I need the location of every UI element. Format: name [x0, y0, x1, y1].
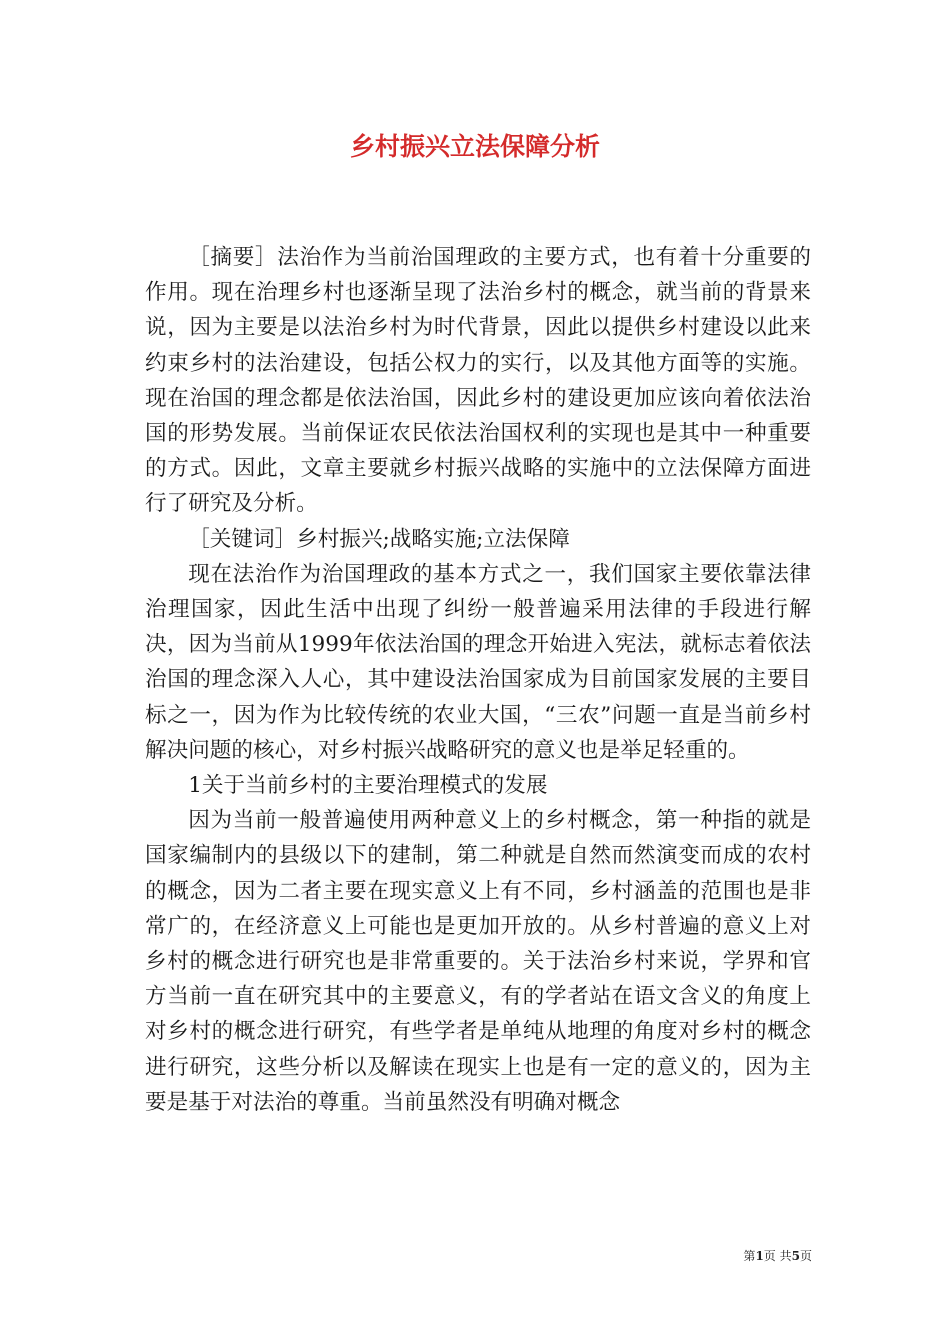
- total-page-count: 5: [791, 1249, 800, 1263]
- body-paragraph: 现在法治作为治国理政的基本方式之一，我们国家主要依靠法律治理国家，因此生活中出现了纠纷一般普遍采用法律的手段进行解决，因为当前从1999年依法治国的理念开始进入宪法，就标志着依法治国的理念深入人心，其中建设法治国家成为目前国家发展的主要目标之一，因为作为比较传统的农业大国，“三农”问题一直是当前乡村解决问题的核心，对乡村振兴战略研究的意义也是举足轻重的。: [145, 561, 811, 763]
- page-number-footer: [702, 1248, 812, 1264]
- footer-prefix: 第: [743, 1249, 756, 1263]
- current-page-number: 1: [755, 1249, 764, 1263]
- abstract-paragraph: ［摘要］法治作为当前治国理政的主要方式，也有着十分重要的作用。现在治理乡村也逐渐呈现了法治乡村的概念，就当前的背景来说，因为主要是以法治乡村为时代背景，因此以提供乡村建设以此来约束乡村的法治建设，包括公权力的实行，以及其他方面等的实施。现在治国的理念都是依法治国，因此乡村的建设更加应该向着依法治国的形势发展。当前保证农民依法治国权利的实现也是其中一种重要的方式。因此，文章主要就乡村振兴战略的实施中的立法保障方面进行了研究及分析。: [145, 245, 811, 517]
- body-paragraph: 因为当前一般普遍使用两种意义上的乡村概念，第一种指的就是国家编制内的县级以下的建制，第二种就是自然而然演变而成的农村的概念，因为二者主要在现实意义上有不同，乡村涵盖的范围也是非常广的，在经济意义上可能也是更加开放的。从乡村普遍的意义上对乡村的概念进行研究也是非常重要的。关于法治乡村来说，学界和官方当前一直在研究其中的主要意义，有的学者站在语文含义的角度上对乡村的概念进行研究，有些学者是单纯从地理的角度对乡村的概念进行研究，这些分析以及解读在现实上也是有一定的意义的，因为主要是基于对法治的尊重。当前虽然没有明确对概念: [145, 808, 811, 1115]
- keywords-paragraph: ［关键词］乡村振兴;战略实施;立法保障: [188, 526, 570, 552]
- document-body: [145, 240, 811, 1120]
- document-title: 乡村振兴立法保障分析: [349, 132, 600, 161]
- footer-middle: 页 共: [763, 1249, 792, 1263]
- footer-suffix: 页: [799, 1249, 812, 1263]
- section-heading: 1关于当前乡村的主要治理模式的发展: [188, 773, 548, 799]
